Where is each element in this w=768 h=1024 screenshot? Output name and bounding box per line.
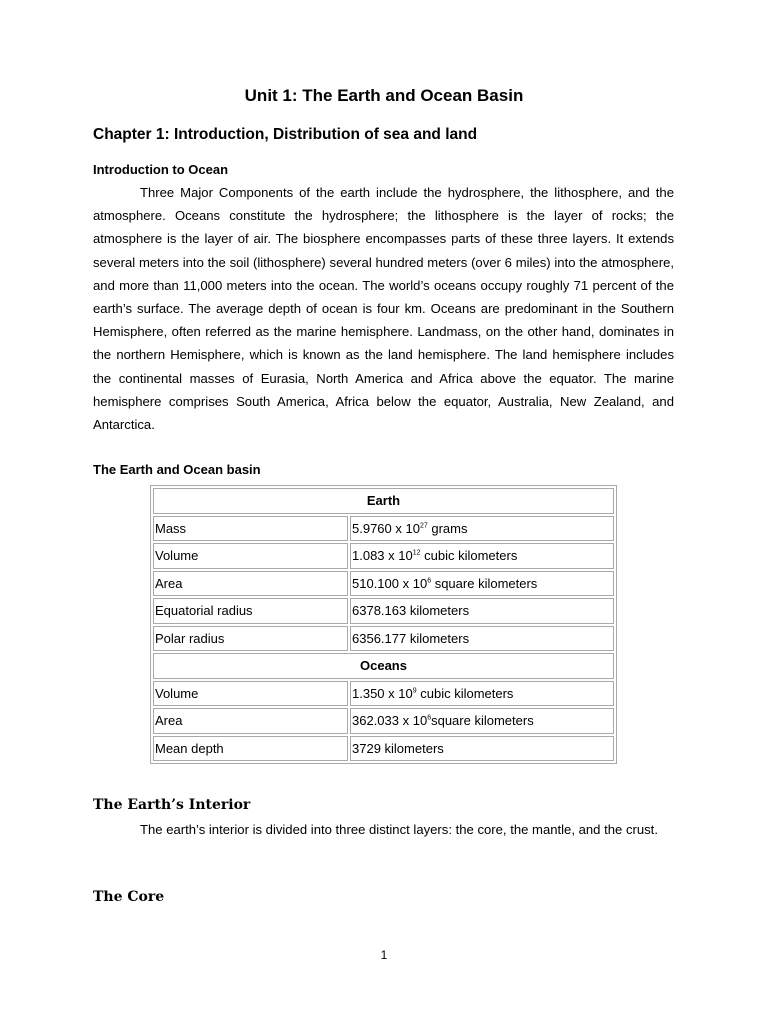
row-label: Volume (153, 681, 348, 707)
row-value: 1.350 x $10^9$ cubic kilometers (350, 681, 614, 707)
chapter-title: Chapter 1: Introduction, Distribution of sea and land (93, 126, 478, 143)
table-group-row (153, 488, 614, 514)
table-row (153, 736, 614, 762)
table-row (153, 681, 614, 707)
row-value: 510.100 x $10^6$ square kilometers (350, 571, 614, 597)
row-label: Polar radius (153, 626, 348, 652)
earth-group-header: Earth (153, 488, 614, 514)
table-row (153, 543, 614, 569)
row-label: Mass (153, 516, 348, 542)
row-value: 3729 kilometers (350, 736, 614, 762)
row-label: Equatorial radius (153, 598, 348, 624)
table-row (153, 516, 614, 542)
row-label: Area (153, 708, 348, 734)
table-group-row (153, 653, 614, 679)
row-value: 5.9760 x $10^{27}$ grams (350, 516, 614, 542)
core-heading: The Core (93, 889, 165, 905)
intro-paragraph: Three Major Components of the earth include the hydrosphere, the lithosphere, and the atmosphere. Oceans constitute the hydrosphere; the lithosphere is the layer of rocks; the atmosphere is the layer of air. The biosphere encompasses parts of these three layers. It extends several meters into the soil (lithosphere) several hundred meters (over 6 miles) into the atmosphere, and more than 11,000 meters into the ocean. The world’s oceans occupy roughly 71 percent of the earth’s surface. The average depth of ocean is four km. Oceans are predominant in the Southern Hemisphere, often referred as the marine hemisphere. Landmass, on the other hand, dominates in the northern Hemisphere, which is known as the land hemisphere. The land hemisphere includes the continental masses of Eurasia, North America and Africa above the equator. The marine hemisphere comprises South America, Africa below the equator, Australia, New Zealand, and Antarctica. (93, 185, 674, 433)
interior-heading: The Earth’s Interior (93, 797, 251, 813)
table-row (153, 571, 614, 597)
earth-ocean-table (150, 485, 617, 764)
row-label: Mean depth (153, 736, 348, 762)
intro-heading: Introduction to Ocean (93, 162, 229, 177)
row-label: Area (153, 571, 348, 597)
table-row (153, 598, 614, 624)
row-value: 362.033 x $10^6square$ kilometers (350, 708, 614, 734)
table-row (153, 708, 614, 734)
unit-title: Unit 1: The Earth and Ocean Basin (244, 86, 524, 105)
table-row (153, 626, 614, 652)
page-number: 1 (380, 948, 388, 962)
row-value: 6378.163 kilometers (350, 598, 614, 624)
interior-paragraph: The earth’s interior is divided into three distinct layers: the core, the mantle, and the crust. (140, 822, 658, 837)
row-value: 1.083 x $10^{12}$ cubic kilometers (350, 543, 614, 569)
oceans-group-header: Oceans (153, 653, 614, 679)
row-value: 6356.177 kilometers (350, 626, 614, 652)
row-label: Volume (153, 543, 348, 569)
table-heading: The Earth and Ocean basin (93, 462, 261, 477)
